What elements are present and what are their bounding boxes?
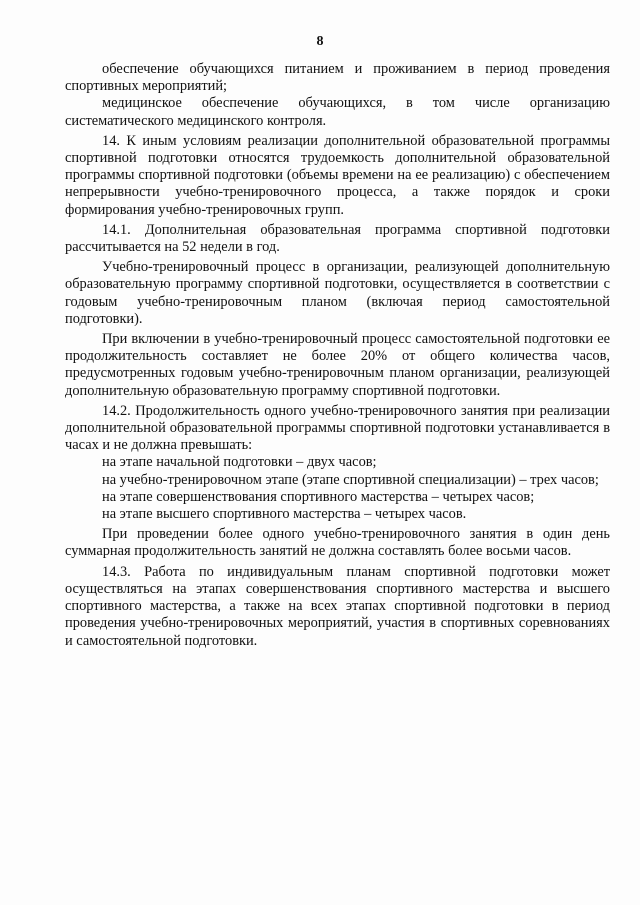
- paragraph-multiple-sessions: При проведении более одного учебно-тренировочного занятия в один день суммарная продолжительность занятий не должна составлять более восьми часов.: [65, 526, 610, 560]
- list-item-improvement-stage: на этапе совершенствования спортивного мастерства – четырех часов;: [102, 488, 535, 505]
- page-number: 8: [316, 34, 324, 49]
- paragraph-section-14-2: 14.2. Продолжительность одного учебно-тренировочного занятия при реализации дополнительной образовательной программы спортивной подготовки устанавливается в часах и не должна превышать:: [65, 402, 610, 454]
- paragraph-section-14: 14. К иным условиям реализации дополнительной образовательной программы спортивной подготовки относятся трудоемкость дополнительной образовательной программы спортивной подготовки (объемы времени на ее реализацию) с обеспечением непрерывности учебно-тренировочного процесса, а также порядок и сроки формирования учебно-тренировочных групп.: [65, 132, 610, 218]
- paragraph-section-14-3: 14.3. Работа по индивидуальным планам спортивной подготовки может осуществляться на этапах совершенствования спортивного мастерства и высшего спортивного мастерства, а также на всех этапах спортивной подготовки в период проведения учебно-тренировочных мероприятий, участия в спортивных соревнованиях и самостоятельной подготовки.: [65, 563, 610, 649]
- paragraph-medical: медицинское обеспечение обучающихся, в том числе организацию систематического медицинского контроля.: [65, 95, 610, 129]
- paragraph-section-14-1: 14.1. Дополнительная образовательная программа спортивной подготовки рассчитывается на 52 недели в год.: [65, 221, 610, 256]
- paragraph-training-process: Учебно-тренировочный процесс в организации, реализующей дополнительную образовательную программу спортивной подготовки, осуществляется в соответствии с годовым учебно-тренировочным планом (включая период самостоятельной подготовки).: [65, 259, 610, 327]
- list-item-highest-stage: на этапе высшего спортивного мастерства – четырех часов.: [102, 506, 467, 523]
- document-body: [65, 61, 610, 650]
- list-item-initial-stage: на этапе начальной подготовки – двух часов;: [102, 454, 377, 471]
- paragraph-self-training: При включении в учебно-тренировочный процесс самостоятельной подготовки ее продолжительность составляет не более 20% от общего количества часов, предусмотренных годовым учебно-тренировочным планом организации, реализующей дополнительную образовательную программу спортивной подготовки.: [65, 331, 610, 399]
- paragraph-nutrition: обеспечение обучающихся питанием и проживанием в период проведения спортивных мероприятий;: [65, 61, 610, 95]
- list-item-training-stage: на учебно-тренировочном этапе (этапе спортивной специализации) – трех часов;: [102, 471, 599, 488]
